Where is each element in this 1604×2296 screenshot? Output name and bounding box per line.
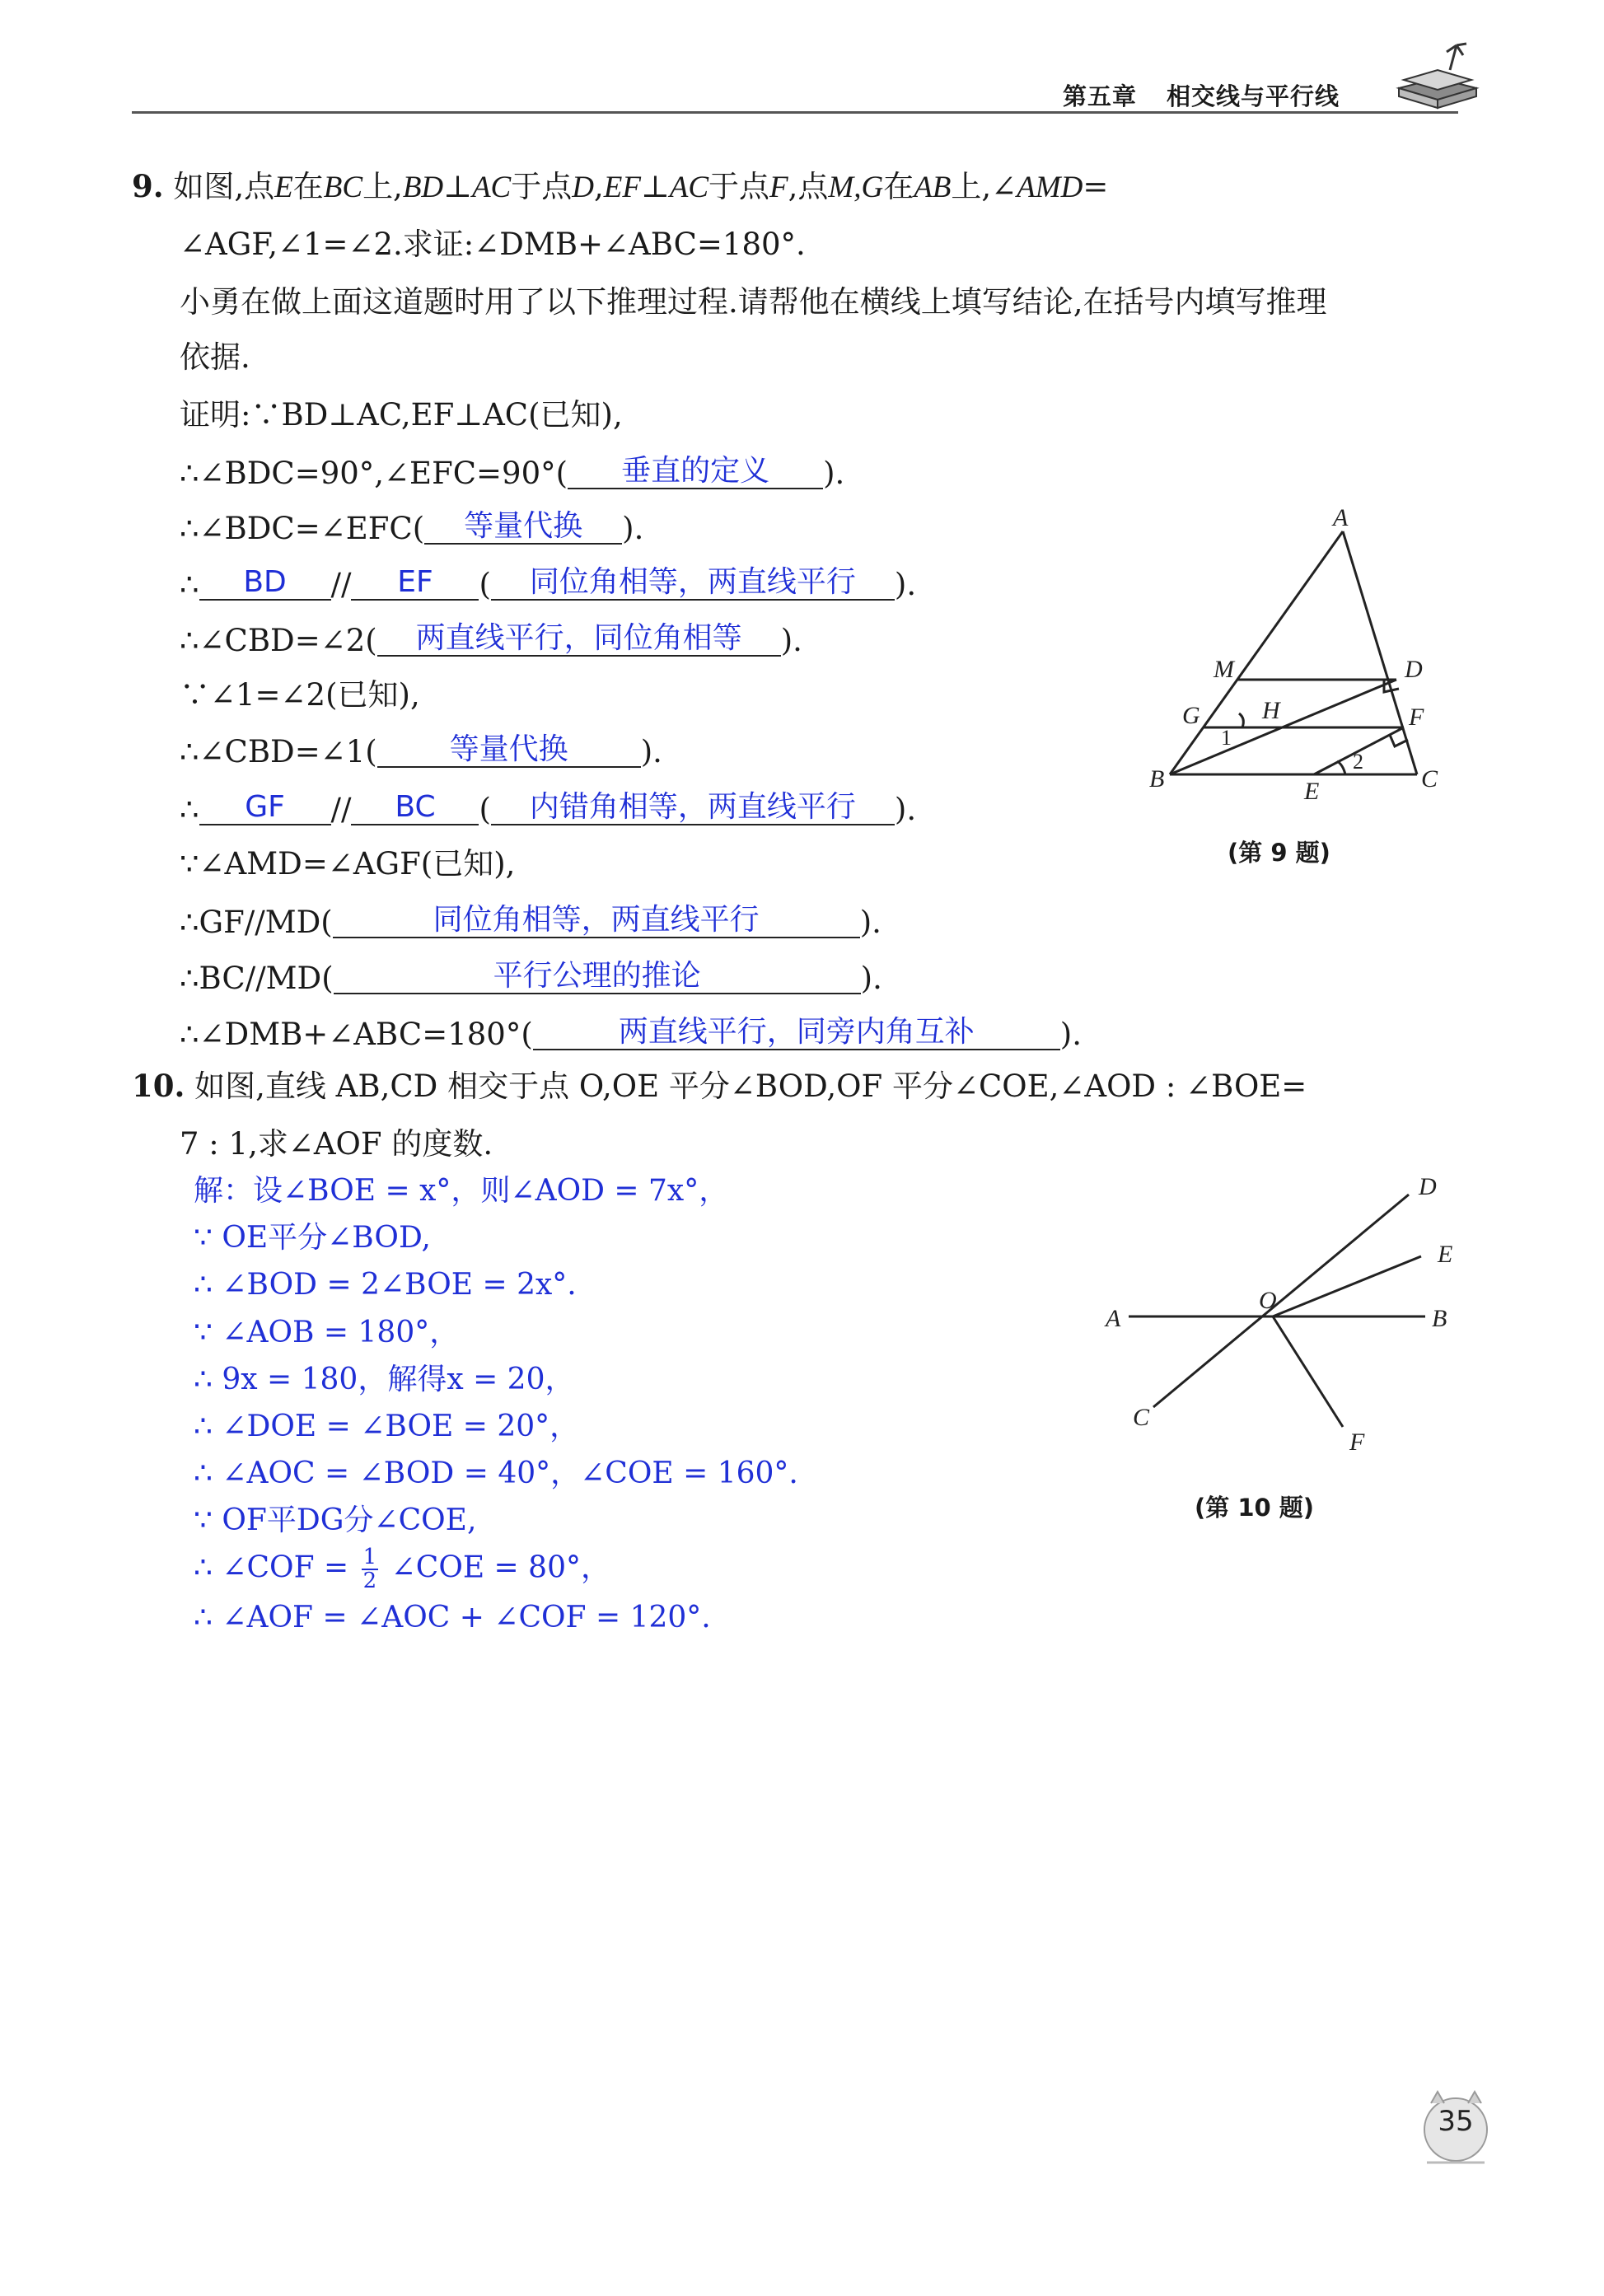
proof-text: ).	[894, 792, 917, 827]
q9-text: ⊥	[443, 169, 472, 204]
answer-blank[interactable]: 等量代换	[377, 732, 641, 768]
q9-stem-line1	[132, 168, 1109, 204]
label-E: E	[1438, 1241, 1453, 1268]
q9-var: M,G	[828, 171, 884, 204]
q10-figure	[1096, 1170, 1466, 1475]
line-CD	[1153, 1195, 1409, 1407]
q9-var: F	[769, 171, 788, 204]
answer-blank[interactable]: 两直线平行，同旁内角互补	[533, 1015, 1060, 1050]
proof-text: ).	[640, 734, 662, 769]
proof-text: ∴∠CBD=∠1(	[180, 734, 377, 769]
label-C: C	[1421, 765, 1438, 793]
answer-blank[interactable]: 平行公理的推论	[334, 959, 861, 994]
q9-text: 上,	[362, 169, 403, 204]
q9-text: =	[1083, 169, 1109, 204]
solution-text: ∴ ∠COF =	[194, 1550, 349, 1585]
q9-figure-caption: (第 9 题)	[1228, 839, 1330, 867]
proof-text: //	[330, 567, 352, 602]
proof-text: //	[330, 792, 352, 827]
q10-text: 如图,直线 AB,CD 相交于点 O,OE 平分∠BOD,OF 平分∠COE,∠AOD : ∠BOE=	[194, 1069, 1307, 1104]
answer-blank[interactable]: GF	[199, 790, 331, 825]
proof-line-8	[180, 790, 917, 829]
q9-text: 如图,点	[173, 169, 275, 204]
solution-line-8: ∵ OF平DG分∠COE,	[194, 1503, 477, 1537]
proof-text: ).	[823, 456, 845, 491]
fraction-numerator: 1	[362, 1545, 377, 1569]
q9-var: AMD	[1017, 171, 1083, 204]
proof-text: (	[479, 567, 491, 602]
label-E: E	[1304, 778, 1320, 805]
proof-line-12	[180, 1015, 1082, 1054]
page-number: 35	[1438, 2105, 1474, 2138]
label-B: B	[1149, 765, 1165, 793]
proof-line-1: 证明:∵BD⊥AC,EF⊥AC(已知),	[180, 397, 623, 433]
q9-var: E	[274, 171, 293, 204]
answer-blank[interactable]: 垂直的定义	[568, 454, 823, 489]
label-angle-1: 1	[1221, 726, 1232, 750]
proof-text: (	[479, 792, 491, 827]
fraction-denominator: 2	[362, 1569, 377, 1594]
q10-figure-caption: (第 10 题)	[1195, 1494, 1315, 1522]
label-C: C	[1133, 1404, 1150, 1431]
label-A: A	[1333, 504, 1349, 531]
chapter-title: 相交线与平行线	[1167, 82, 1340, 110]
label-D: D	[1419, 1173, 1437, 1200]
proof-text: ).	[780, 623, 802, 658]
answer-blank[interactable]: BC	[351, 790, 479, 825]
proof-line-2	[180, 454, 845, 493]
answer-blank[interactable]: BD	[199, 565, 331, 601]
proof-line-11	[180, 959, 882, 998]
proof-text: ).	[622, 511, 644, 546]
proof-text: ).	[894, 567, 917, 602]
solution-line-4: ∵ ∠AOB = 180°，	[194, 1316, 460, 1349]
q9-var: BC	[323, 171, 363, 204]
q9-text: 上,∠	[951, 169, 1017, 204]
answer-blank[interactable]: 同位角相等，两直线平行	[333, 903, 860, 938]
book-icon	[1392, 37, 1483, 119]
answer-blank[interactable]: 等量代换	[424, 509, 622, 545]
solution-line-7: ∴ ∠AOC = ∠BOD = 40°，∠COE = 160°.	[194, 1457, 798, 1490]
label-G: G	[1182, 702, 1200, 729]
label-O: O	[1259, 1287, 1277, 1314]
proof-text: ∴∠BDC=90°,∠EFC=90°(	[180, 456, 568, 491]
label-D: D	[1405, 656, 1423, 683]
proof-text: ).	[860, 961, 882, 996]
chapter-header	[1063, 78, 1369, 112]
proof-line-6: ∵∠1=∠2(已知),	[180, 677, 420, 713]
answer-blank[interactable]: 同位角相等，两直线平行	[491, 565, 895, 601]
solution-line-5: ∴ 9x = 180，解得x = 20，	[194, 1363, 575, 1396]
angle-2-arc	[1337, 761, 1345, 774]
label-angle-2: 2	[1353, 750, 1363, 774]
q9-var: D	[572, 171, 594, 204]
proof-text: ∴	[180, 567, 199, 602]
angle-1-arc	[1239, 713, 1243, 727]
q9-text: 于点	[511, 169, 573, 204]
solution-line-3: ∴ ∠BOD = 2∠BOE = 2x°.	[194, 1268, 577, 1302]
q9-var: AB	[914, 171, 952, 204]
solution-line-10: ∴ ∠AOF = ∠AOC + ∠COF = 120°.	[194, 1601, 711, 1634]
q9-var: BD	[402, 171, 444, 204]
q9-var: EF	[603, 171, 641, 204]
proof-text: ∴∠BDC=∠EFC(	[180, 511, 425, 546]
chapter-number: 第五章	[1063, 82, 1138, 110]
ray-OF	[1273, 1316, 1343, 1427]
q9-text: 在	[883, 169, 914, 204]
q9-text: ,点	[788, 169, 829, 204]
label-F: F	[1409, 704, 1424, 731]
label-M: M	[1214, 656, 1234, 683]
proof-text: ).	[1059, 1017, 1082, 1052]
proof-text: ∴∠CBD=∠2(	[180, 623, 377, 658]
solution-line-1: 解：设∠BOE = x°，则∠AOD = 7x°，	[194, 1174, 729, 1208]
answer-blank[interactable]: EF	[351, 565, 479, 601]
q9-instruction-line1: 小勇在做上面这道题时用了以下推理过程.请帮他在横线上填写结论,在括号内填写推理	[180, 284, 1327, 320]
label-F: F	[1349, 1429, 1365, 1456]
proof-line-3	[180, 509, 644, 548]
solution-text: ∠COE = 80°，	[390, 1550, 610, 1585]
answer-blank[interactable]: 内错角相等，两直线平行	[491, 790, 895, 825]
proof-line-4	[180, 565, 917, 604]
q10-number: 10.	[132, 1068, 185, 1104]
proof-text: ∴∠DMB+∠ABC=180°(	[180, 1017, 533, 1052]
q10-stem-line2: 7 : 1,求∠AOF 的度数.	[180, 1126, 493, 1162]
solution-line-6: ∴ ∠DOE = ∠BOE = 20°，	[194, 1410, 580, 1443]
solution-line-2: ∵ OE平分∠BOD,	[194, 1221, 431, 1255]
proof-text: ∴BC//MD(	[180, 961, 334, 996]
segment-AC	[1343, 531, 1417, 774]
q9-var: AC	[669, 171, 709, 204]
q9-text: ,	[593, 169, 604, 204]
label-A: A	[1106, 1305, 1121, 1332]
q9-text: 在	[292, 169, 324, 204]
fraction-one-half	[362, 1546, 379, 1593]
proof-text: ∴	[180, 792, 199, 827]
proof-line-10	[180, 903, 881, 942]
proof-text: ∴GF//MD(	[180, 905, 333, 940]
answer-blank[interactable]: 两直线平行，同位角相等	[377, 621, 781, 657]
label-H: H	[1262, 697, 1280, 724]
label-B: B	[1432, 1305, 1447, 1332]
proof-text: ).	[859, 905, 881, 940]
proof-line-9: ∵∠AMD=∠AGF(已知),	[180, 846, 516, 881]
q9-instruction-line2: 依据.	[180, 339, 250, 375]
q9-var: AC	[471, 171, 512, 204]
q9-text: ⊥	[640, 169, 670, 204]
ray-OE	[1273, 1256, 1421, 1316]
q9-text: 于点	[708, 169, 770, 204]
q9-stem-line2: ∠AGF,∠1=∠2.求证:∠DMB+∠ABC=180°.	[180, 227, 806, 262]
proof-line-7	[180, 732, 662, 771]
proof-line-5	[180, 621, 802, 660]
header-rule	[132, 111, 1458, 114]
q9-number: 9.	[132, 168, 164, 204]
q9-figure	[1137, 503, 1466, 807]
solution-line-9	[194, 1546, 610, 1593]
q10-stem-line1	[132, 1068, 1307, 1104]
